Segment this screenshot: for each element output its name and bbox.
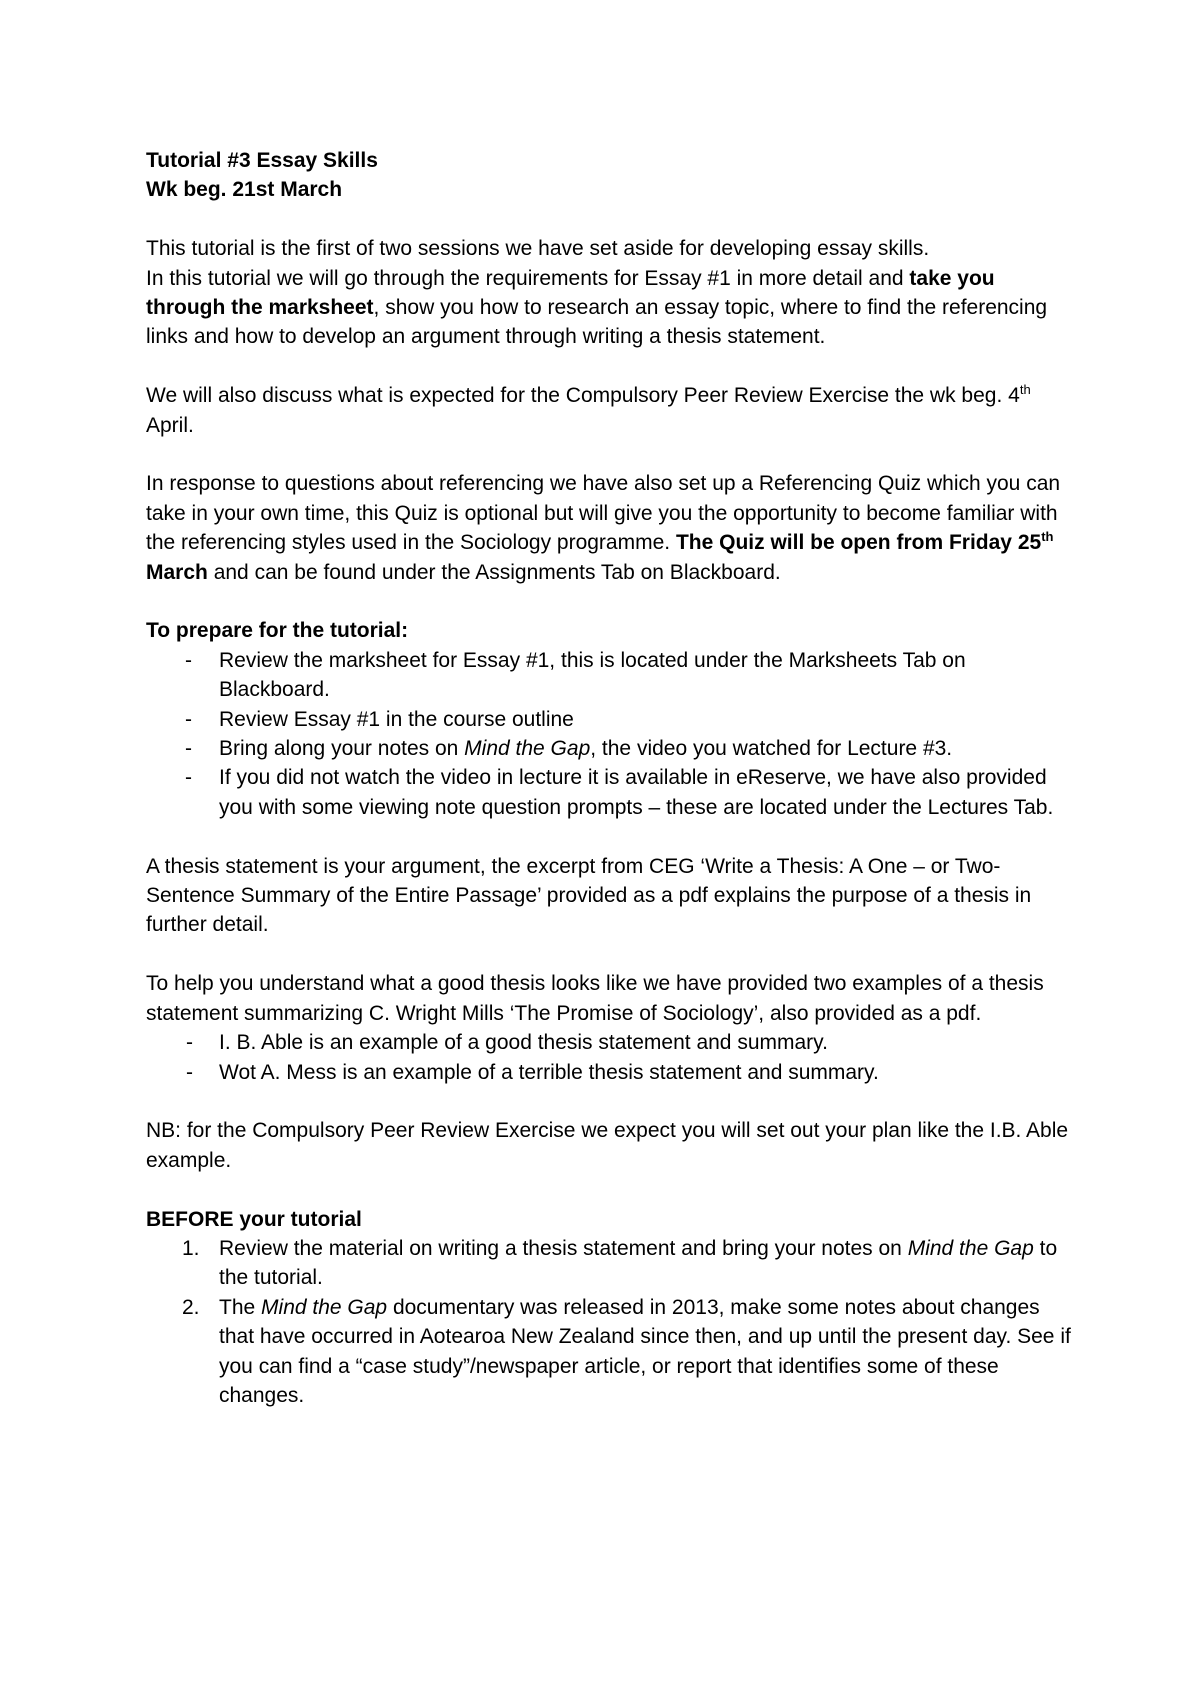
before-list bbox=[146, 1234, 1076, 1410]
prepare-list bbox=[146, 646, 1076, 822]
peer-review-paragraph: We will also discuss what is expected for the Compulsory Peer Review Exercise the wk beg. 4th April. bbox=[146, 382, 1031, 437]
dash-marker: - bbox=[186, 1060, 193, 1084]
list-item: 1. Review the material on writing a thesis statement and bring your notes on Mind the Gap to the tutorial. bbox=[146, 1234, 1076, 1293]
spacer bbox=[146, 352, 1076, 381]
list-item: - If you did not watch the video in lecture it is available in eReserve, we have also provided you with some viewing note question prompts – these are located under the Lectures Tab. bbox=[146, 763, 1076, 822]
before-heading: BEFORE your tutorial bbox=[146, 1207, 362, 1231]
week-line: Wk beg. 21st March bbox=[146, 178, 343, 202]
list-item: - Wot A. Mess is an example of a terrible thesis statement and summary. bbox=[146, 1058, 1076, 1087]
spacer bbox=[146, 205, 1076, 234]
spacer bbox=[146, 940, 1076, 969]
dash-marker: - bbox=[185, 648, 192, 672]
dash-marker: - bbox=[186, 1031, 193, 1055]
spacer bbox=[146, 1175, 1076, 1204]
list-item: - Bring along your notes on Mind the Gap, the video you watched for Lecture #3. bbox=[146, 734, 1076, 763]
list-item: - Review Essay #1 in the course outline bbox=[146, 705, 1076, 734]
spacer bbox=[146, 587, 1076, 616]
number-marker: 1. bbox=[182, 1236, 200, 1260]
document-title: Tutorial #3 Essay Skills bbox=[146, 149, 378, 172]
spacer bbox=[146, 440, 1076, 469]
prepare-heading: To prepare for the tutorial: bbox=[146, 619, 409, 643]
list-item: - I. B. Able is an example of a good thesis statement and summary. bbox=[146, 1028, 1076, 1057]
examples-list bbox=[146, 1028, 1076, 1087]
examples-paragraph: To help you understand what a good thesis looks like we have provided two examples of a thesis statement summarizing C. Wright Mills ‘The Promise of Sociology’, also provided as a pdf. bbox=[146, 972, 1044, 1025]
list-item: - Review the marksheet for Essay #1, this is located under the Marksheets Tab on Blackboard. bbox=[146, 646, 1076, 705]
dash-marker: - bbox=[185, 707, 192, 731]
quiz-paragraph: In response to questions about referencing we have also set up a Referencing Quiz which you can take in your own time, this Quiz is optional but will give you the opportunity to become familiar with the referencing styles used in the Sociology programme. The Quiz will be open from Friday 25th March and can be found under the Assignments Tab on Blackboard. bbox=[146, 472, 1061, 584]
spacer bbox=[146, 822, 1076, 851]
nb-paragraph: NB: for the Compulsory Peer Review Exercise we expect you will set out your plan like the I.B. Able example. bbox=[146, 1119, 1069, 1172]
intro-line-1: This tutorial is the first of two sessions we have set aside for developing essay skills. bbox=[146, 237, 930, 261]
dash-marker: - bbox=[185, 766, 192, 790]
dash-marker: - bbox=[185, 737, 192, 761]
number-marker: 2. bbox=[182, 1295, 200, 1319]
document-body bbox=[146, 146, 1076, 1410]
spacer bbox=[146, 1087, 1076, 1116]
list-item: 2. The Mind the Gap documentary was released in 2013, make some notes about changes that have occurred in Aotearoa New Zealand since then, and up until the present day. See if you can find a “case study”/newspaper article, or report that identifies some of these changes. bbox=[146, 1293, 1076, 1411]
intro-paragraph: In this tutorial we will go through the requirements for Essay #1 in more detail and take you through the marksheet, show you how to research an essay topic, where to find the referencing links and how to develop an argument through writing a thesis statement. bbox=[146, 266, 1048, 349]
thesis-paragraph: A thesis statement is your argument, the excerpt from CEG ‘Write a Thesis: A One – or Two-Sentence Summary of the Entire Passage’ provided as a pdf explains the purpose of a thesis in further detail. bbox=[146, 854, 1032, 937]
